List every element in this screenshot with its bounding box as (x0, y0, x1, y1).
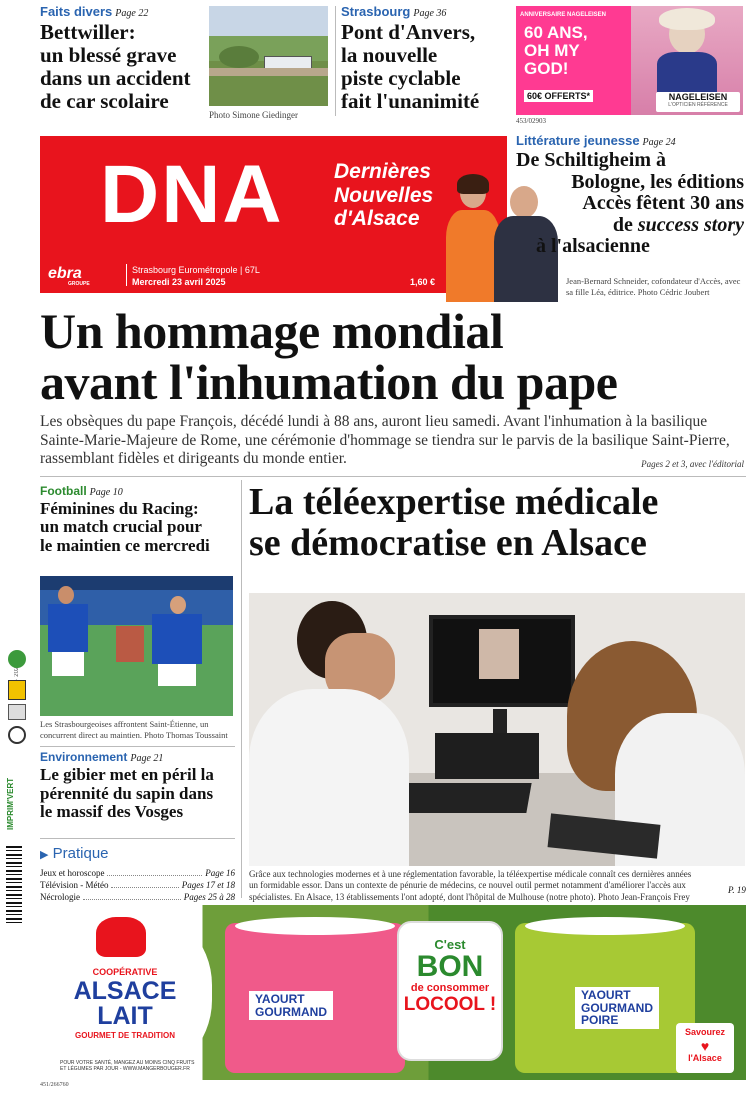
rubric: Environnement (40, 750, 128, 764)
page-ref: Page 10 (89, 487, 123, 498)
ad-offer: 60€ OFFERTS* (524, 90, 593, 102)
headline: Bettwiller: un blessé grave dans un accident de car scolaire (40, 20, 191, 114)
rubric: Faits divers (40, 4, 113, 19)
headline: Féminines du Racing: un match crucial pour le maintien ce mercredi (40, 499, 210, 555)
imprim-vert-label: IMPRIM'VERT (6, 777, 15, 830)
ebra-logo: ebra GROUPE (48, 265, 90, 287)
price: 1,60 € (410, 277, 436, 287)
rubric: Football (40, 484, 87, 498)
main-headline[interactable]: Un hommage mondial avant l'inhumation du pape (40, 303, 618, 410)
triman-icon (8, 680, 26, 700)
ad-big-text: 60 ANS, OH MY GOD! (524, 23, 588, 78)
list-item[interactable]: Télévision - Météo Pages 17 et 18 (40, 880, 235, 891)
teaser-football[interactable] (40, 484, 235, 555)
heart-icon: ♥ (700, 1037, 710, 1054)
football-caption: Les Strasbourgeoises affrontent Saint-Étienne, un concurrent direct au maintien. Photo Thomas Toussaint (40, 719, 228, 740)
page-ref: Page 21 (130, 753, 164, 764)
cest-bon-bubble: C'est BON de consommer LOCOOL ! (397, 921, 503, 1061)
alsacienne-logo-icon (96, 917, 146, 957)
football-photo (40, 576, 233, 716)
barcode (6, 846, 22, 926)
teaser-faits-divers[interactable] (40, 4, 205, 113)
edition: Strasbourg Eurométropole | 67L (132, 265, 260, 275)
bus-accident-photo (209, 6, 328, 106)
page-ref: Page 36 (413, 8, 447, 19)
ad-brand-box: NAGELEISEN L'OPTICIEN RÉFÉRENCE (656, 92, 740, 112)
teleexpertise-photo (249, 593, 745, 866)
edition-info (132, 265, 260, 288)
recycling-info-icon (8, 704, 26, 720)
headline: Le gibier met en péril la pérennité du sapin dans le massif des Vosges (40, 765, 214, 822)
alsace-lait-ad[interactable] (40, 905, 746, 1080)
triangle-icon: ▶ (40, 849, 49, 861)
ad-label: ANNIVERSAIRE NAGELEISEN (520, 12, 607, 18)
rubric: Littérature jeunesse (516, 133, 640, 148)
yaourt-pot-fruits: YAOURT GOURMAND (225, 923, 405, 1073)
nageleisen-ad[interactable] (516, 6, 743, 115)
health-note: POUR VOTRE SANTÉ, MANGEZ AU MOINS CINQ FRUITS ET LÉGUMES PAR JOUR - WWW.MANGERBOUGER.FR (60, 1060, 195, 1072)
recycle-icon (8, 650, 26, 668)
main-page-ref: Pages 2 et 3, avec l'éditorial (641, 459, 744, 469)
alsace-lait-brand: ALSACE LAIT (73, 977, 177, 1030)
editors-caption: Jean-Bernard Schneider, cofondateur d'Accès, avec sa fille Léa, éditrice. Photo Cédric Joubert (566, 276, 741, 297)
list-item[interactable]: Jeux et horoscope Page 16 (40, 868, 235, 878)
tele-page-ref: P. 19 (728, 885, 746, 895)
tagline: GOURMET DE TRADITION (75, 1031, 175, 1040)
headline: Pont d'Anvers, la nouvelle piste cyclable fait l'unanimité (341, 20, 480, 114)
photo-credit: Photo Simone Giedinger (209, 110, 298, 120)
tele-headline[interactable]: La téléexpertise médicale se démocratise en Alsace (249, 481, 659, 565)
yaourt-pot-poire: YAOURT GOURMAND POIRE (515, 923, 695, 1073)
savourez-alsace-badge: Savourez ♥ l'Alsace (676, 1023, 734, 1073)
tele-caption: Grâce aux technologies modernes et à une réglementation favorable, la téléexpertise médicale connaît ces dernières années un formidable essor. Dans un contexte de pénurie de médecins, ce nouvel outil permet notamment d'améliorer l'accès aux spécialistes. En Alsace, 13 établissements l'ont adopté, dont l'hôpital de Mulhouse (notre photo). Photo Jean-François Frey (249, 869, 692, 902)
date: Mercredi 23 avril 2025 (132, 276, 226, 287)
pratique-title: ▶ Pratique (40, 845, 109, 862)
dna-logo: DNA (100, 149, 284, 240)
page-ref: Page 24 (642, 137, 676, 148)
pratique-list (40, 867, 235, 903)
issue-code: 2025 (14, 663, 20, 677)
ad-ref: 451/266760 (40, 1082, 69, 1088)
list-item[interactable]: Nécrologie Pages 25 à 28 (40, 892, 235, 903)
teaser-environnement[interactable] (40, 750, 236, 822)
page-ref: Page 22 (115, 8, 149, 19)
teaser-litterature[interactable] (516, 133, 748, 258)
masthead[interactable] (40, 136, 507, 293)
main-lead: Les obsèques du pape François, décédé lundi à 88 ans, auront lieu samedi. Avant l'inhumation à la basilique Sainte-Marie-Majeure de Rome, une cérémonie d'hommage se tiendra sur le parvis de la basilique Saint-Pierre, rassemblant fidèles et dirigeants du monde entier. (40, 413, 730, 468)
coop-label: COOPÉRATIVE (92, 967, 158, 977)
tidy-man-icon (8, 726, 26, 744)
headline: De Schiltigheim à Bologne, les éditions Accès fêtent 30 ans de success story à l'alsacienne (516, 149, 744, 258)
ad-ref: 453/02903 (516, 117, 546, 125)
rubric: Strasbourg (341, 4, 411, 19)
masthead-name: Dernières Nouvelles d'Alsace (334, 160, 434, 231)
teaser-strasbourg[interactable] (341, 4, 509, 113)
